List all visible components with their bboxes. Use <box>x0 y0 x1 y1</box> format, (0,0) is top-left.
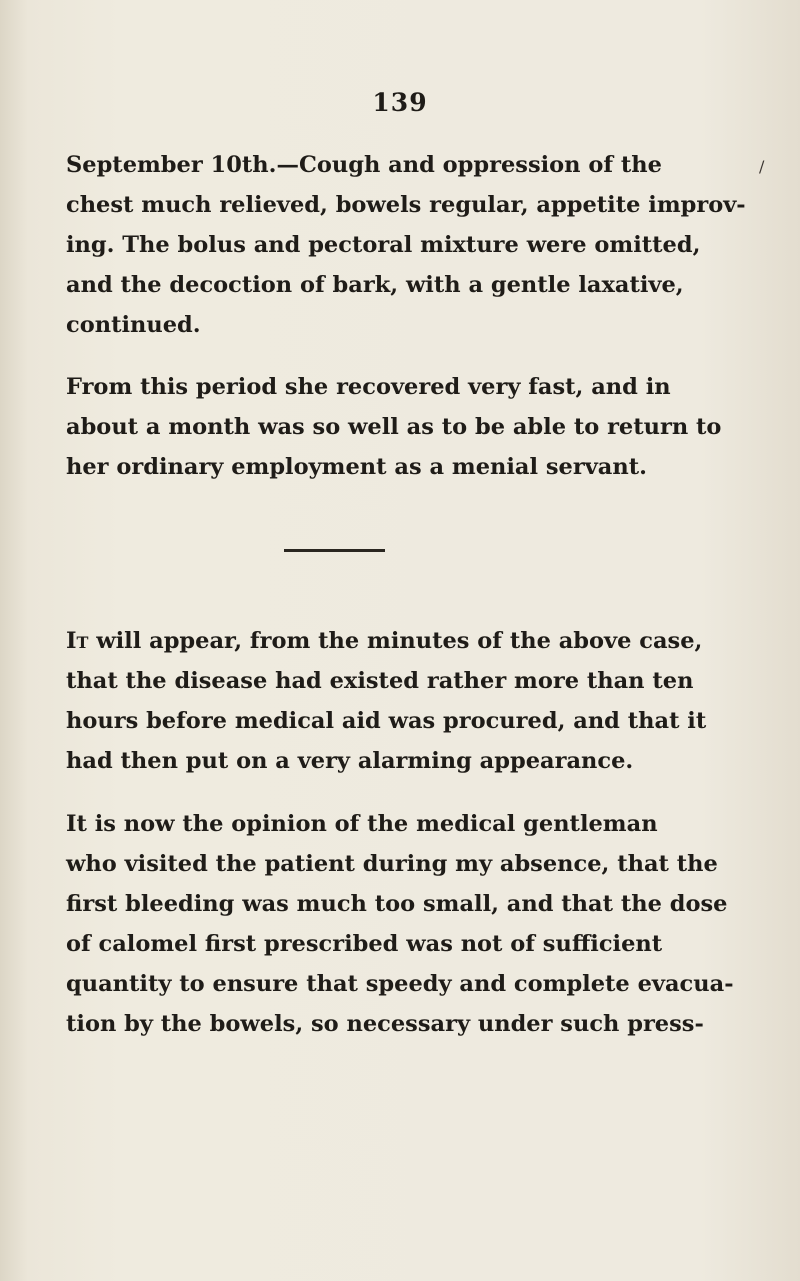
paragraph-3-line-4: had then put on a very alarming appearance. <box>66 748 634 774</box>
paragraph-4-line-6: tion by the bowels, so necessary under such press- <box>66 1011 704 1037</box>
paragraph-2-line-3: her ordinary employment as a menial servant. <box>66 454 647 480</box>
paragraph-1-line-5: continued. <box>66 312 201 338</box>
paragraph-3-line-2: that the disease had existed rather more than ten <box>66 668 694 694</box>
paragraph-1-line-4: and the decoction of bark, with a gentle laxative, <box>66 272 684 298</box>
paragraph-1-line-1: September 10th.—Cough and oppression of the <box>66 152 662 178</box>
paragraph-2-line-2: about a month was so well as to be able to return to <box>66 414 722 440</box>
margin-mark: / <box>759 157 765 176</box>
section-divider <box>284 549 385 552</box>
paragraph-4-line-3: first bleeding was much too small, and that the dose <box>66 891 728 917</box>
paragraph-2-line-1: From this period she recovered very fast, and in <box>66 374 671 400</box>
paragraph-4-line-2: who visited the patient during my absence, that the <box>66 851 718 877</box>
paragraph-3-line-1: It will appear, from the minutes of the above case, <box>66 628 703 654</box>
paragraph-4-line-4: of calomel first prescribed was not of sufficient <box>66 931 663 957</box>
paragraph-4-line-5: quantity to ensure that speedy and complete evacua- <box>66 971 734 997</box>
paragraph-4-line-1: It is now the opinion of the medical gentleman <box>66 811 658 837</box>
paragraph-1-line-3: ing. The bolus and pectoral mixture were omitted, <box>66 232 701 258</box>
paragraph-1-line-2: chest much relieved, bowels regular, appetite improv- <box>66 192 746 218</box>
page-number: 139 <box>372 88 428 117</box>
paragraph-3-line-3: hours before medical aid was procured, and that it <box>66 708 707 734</box>
